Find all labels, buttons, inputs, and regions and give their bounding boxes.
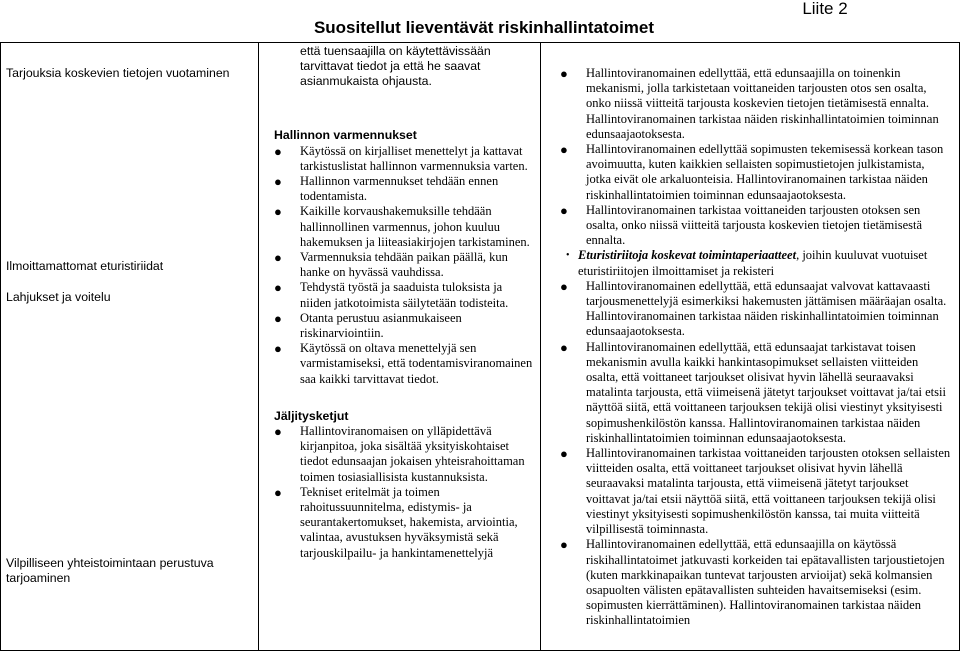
bullet-icon: ● [274, 424, 282, 440]
list-item: ● Varmennuksia tehdään paikan päällä, kun hanke on hyvässä vauhdissa. [274, 250, 508, 280]
bullet-icon: ● [274, 174, 282, 189]
admin-verification-list [262, 144, 534, 387]
mitigation-list-continued [548, 279, 952, 629]
right-column [548, 66, 952, 629]
bullet-icon: ● [274, 484, 282, 500]
small-bullet-icon: • [566, 250, 570, 262]
mitigation-list [548, 66, 952, 248]
bullet-icon: ● [560, 537, 568, 553]
row-label-bribes: Lahjukset ja voitelu [6, 290, 111, 304]
list-item: ● Hallintoviranomainen edellyttää, että edunsaajat valvovat kattavaasti tarjousmenettelyjä esimerkiksi hakemusten jättämisen määräajan osalta. Hallintoviranomainen tarkistaa näiden riskinhallintatoimien toiminnan edunsaajaotoksesta. [560, 278, 947, 339]
bullet-icon: ● [274, 143, 282, 159]
appendix-label: Liite 2 [802, 0, 848, 18]
bullet-icon: ● [560, 446, 568, 462]
bullet-icon: ● [560, 66, 568, 81]
list-item: ● Käytössä on oltava menettelyjä sen varmistamiseksi, että todentamisviranomainen saa kaikki tarvittavat tiedot. [274, 341, 533, 386]
bullet-icon: ● [274, 250, 282, 266]
sub-item-bold-text: Eturistiriitoja koskevat toimintaperiaatteet [578, 248, 797, 263]
bullet-icon: ● [560, 278, 568, 294]
list-item: ● Hallinnon varmennukset tehdään ennen todentamista. [274, 174, 499, 204]
bullet-icon: ● [274, 341, 282, 357]
bullet-icon: ● [560, 202, 568, 218]
row-divider [0, 42, 258, 43]
bullet-icon: ● [560, 142, 568, 158]
list-item: ● Hallintoviranomainen tarkistaa voittaneiden tarjousten otoksen sen osalta, onko niissä viitteitä tarjousta koskevien tietojen tietämisestä ennalta. [560, 202, 923, 248]
section-heading-admin-verifications: Hallinnon varmennukset [274, 128, 417, 143]
column-divider-2 [540, 42, 541, 651]
list-item: ● Kaikille korvaushakemuksille tehdään hallinnollinen varmennus, johon kuuluu hakemuksen ja liiteasiakirjojen tarkistaminen. [274, 204, 530, 249]
list-item: ● Hallintoviranomaisen on ylläpidettävä kirjanpitoa, joka sisältää yksityiskohtaiset tiedot edunsaajan jokaisen yhteisrahoittaman toimen tosiasiallisista kustannuksista. [274, 424, 525, 484]
list-item: ● Otanta perustuu asianmukaiseen riskinarviointiin. [274, 310, 462, 341]
middle-top-text: että tuensaajilla on käytettävissään tarvittavat tiedot ja että he saavat asianmukaista ohjausta. [300, 44, 491, 88]
middle-column [262, 44, 534, 561]
bullet-icon: ● [274, 204, 282, 220]
sub-bullet-item: • Eturistiriitoja koskevat toimintaperiaatteet, joihin kuuluvat vuotuiset eturistiriitojen ilmoittamiset ja rekisteri [566, 248, 928, 278]
bullet-icon: ● [560, 339, 568, 355]
section-heading-audit-trails: Jäljitysketjut [274, 408, 349, 423]
list-item: ● Tekniset eritelmät ja toimen rahoitussuunnitelma, edistymis- ja seurantakertomukset, hakemista, arviointia, valintaa, avustuksen hyväksymistä sekä tarjouskilpailu- ja hankintamenettelyjä [274, 484, 518, 560]
list-item: ● Tehdystä työstä ja saaduista tuloksista ja niiden jatkotoimista säilytetään todisteita. [274, 280, 509, 310]
list-item: ● Käytössä on kirjalliset menettelyt ja kattavat tarkistuslistat hallinnon varmennuksia varten. [274, 143, 528, 173]
list-item: ● Hallintoviranomainen tarkistaa voittaneiden tarjousten otoksen sellaisten viitteiden osalta, että voittaneet tarjoukset olisivat hyvin lähellä seuraavaksi matalinta tarjousta, että viimeisenä jätetyt tarjoukset voittavat ja/tai etsii näyttöä siitä, että voittaneen tarjouksen tekijä olisi viestinyt yksityisesti sopimushenkilöstön kanssa, tai muita viitteitä vilpillisestä toiminnasta. [560, 446, 951, 537]
bullet-icon: ● [274, 280, 282, 296]
list-item: ● Hallintoviranomainen edellyttää, että edunsaajilla on käytössä riskihallintatoimet jatkuvasti korkeiden tai epätavallisten tarjoustietojen (kuten markkinapaikan tuntevat tarjousten arvioijat) sekä kolmansien osapuolten välisten epätavallisten suhteiden havaitsemiseksi (esim. sopimusten kierrättäminen). Hallintoviranomainen tarkistaa näiden riskinhallintatoimien [560, 537, 945, 628]
bullet-icon: ● [274, 310, 282, 326]
audit-trail-list [262, 424, 534, 561]
list-item: ● Hallintoviranomainen edellyttää, että edunsaajat tarkistavat toisen mekanismin avulla kaikki hankintasopimukset sellaisten viitteiden osalta, että voittaneet tarjoukset olisivat hyvin lähellä seuraavaksi matalinta tarjousta, että viimeisenä jätetyt tarjoukset voittavat ja/tai etsii näyttöä siitä, että voittaneen tarjouksen tekijä olisi viestinyt yksityisesti sopimushenkilöstön kanssa. Hallintoviranomainen tarkistaa näiden riskinhallintatoimien toiminnan edunsaajaotoksesta. [560, 339, 946, 445]
row-label-tender-leak: Tarjouksia koskevien tietojen vuotaminen [6, 66, 230, 80]
row-label-collusive-bidding: Vilpilliseen yhteistoimintaan perustuva tarjoaminen [6, 556, 214, 585]
list-item: ● Hallintoviranomainen edellyttää sopimusten tekemisessä korkean tason avoimuutta, kuten kaikkien sellaisten sopimustietojen julkistamista, jotka eivät ole arkaluonteisia. Hallintoviranomainen tarkistaa näiden riskinhallintatoimien toiminnan edunsaajaotoksesta. [560, 142, 944, 202]
column-divider-1 [258, 42, 259, 651]
list-item: ● Hallintoviranomainen edellyttää, että edunsaajilla on toinenkin mekanismi, jolla tarkistetaan voittaneiden tarjousten otos sen osalta, onko niissä viitteitä tarjousta koskevien tietojen tietämisestä ennalta. Hallintoviranomainen tarkistaa näiden riskinhallintatoimien toiminnan edunsaajaotoksesta. [560, 66, 939, 141]
page-title: Suositellut lieventävät riskinhallintatoimet [313, 18, 655, 37]
row-label-conflict-of-interest: Ilmoittamattomat eturistiriidat [6, 259, 164, 273]
